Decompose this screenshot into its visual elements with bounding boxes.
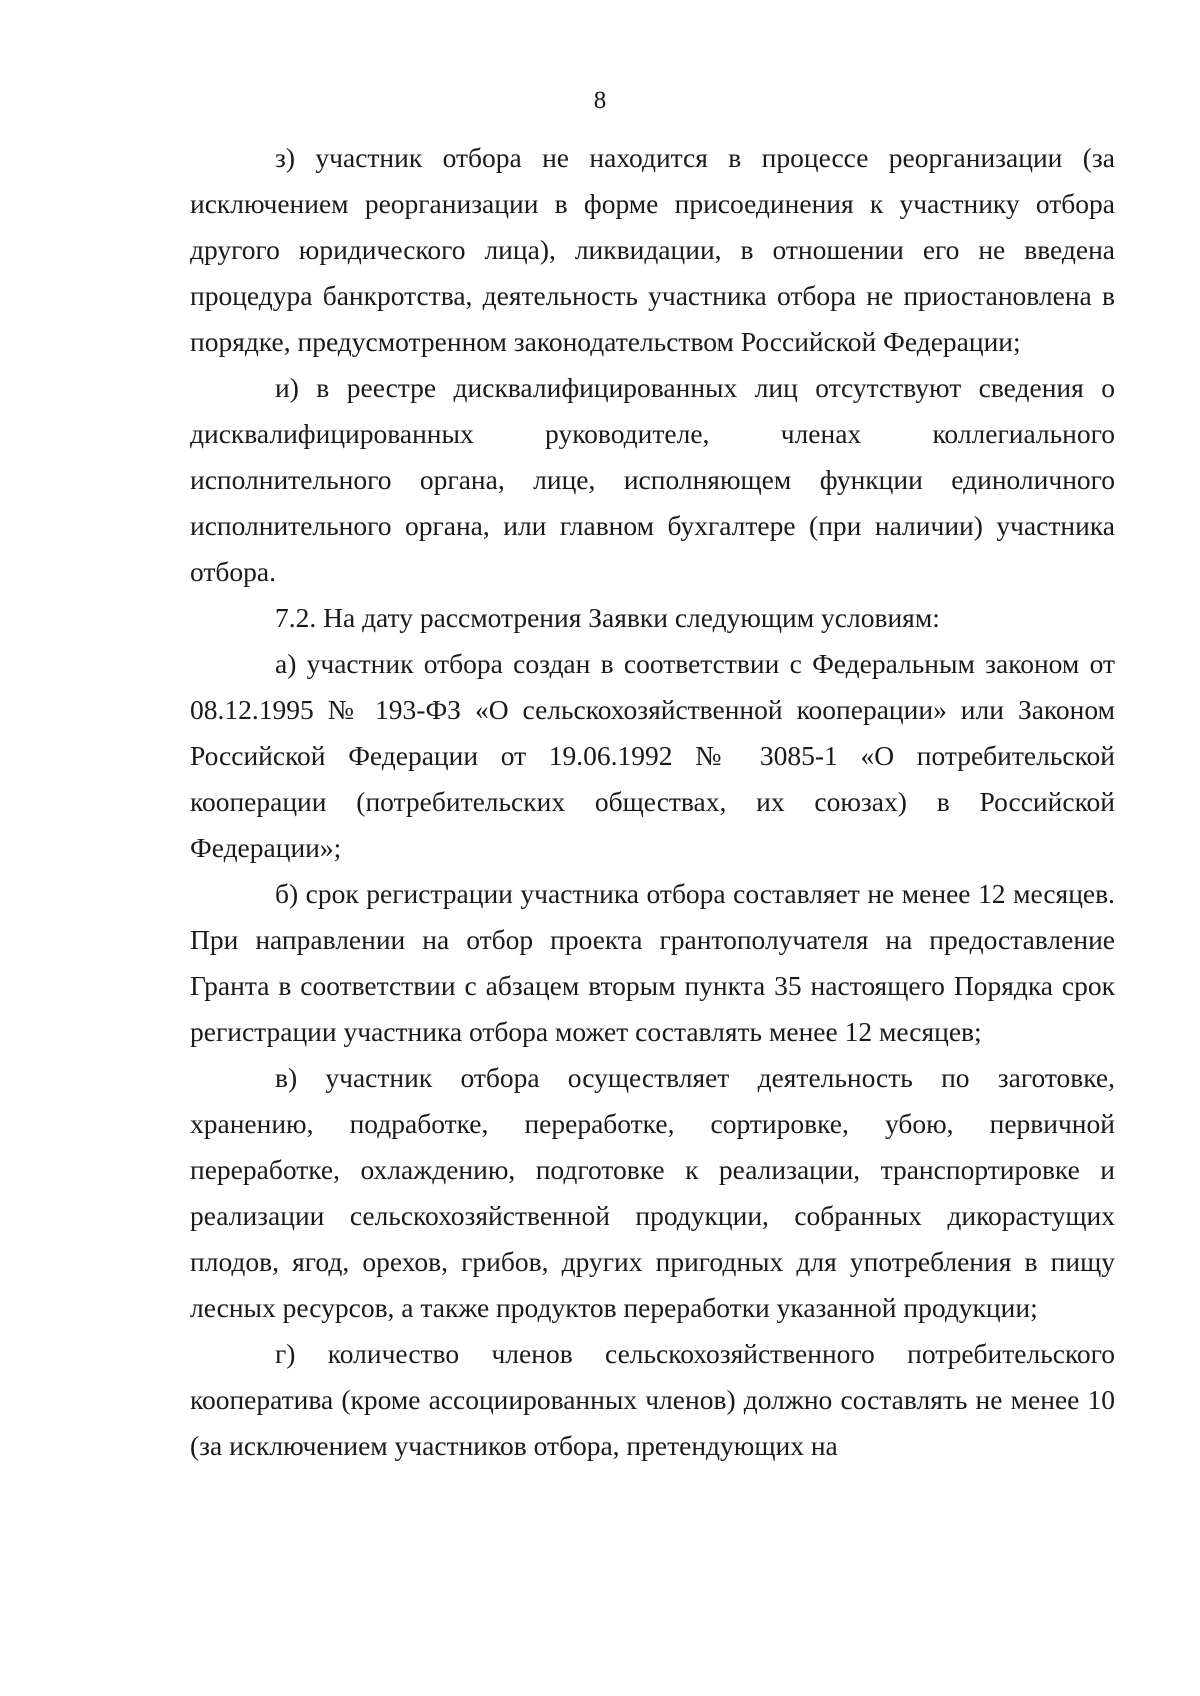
- paragraph-7-2: 7.2. На дату рассмотрения Заявки следующим условиям:: [275, 602, 940, 633]
- paragraph-a: а) участник отбора создан в соответствии с Федеральным законом от 08.12.1995 № 193-ФЗ «О сельскохозяйственной кооперации» или Законом Российской Федерации от 19.06.1992 № 3085-1 «О потребительской кооперации (потребительских обществах, их союзах) в Российской Федерации»;: [190, 648, 1115, 863]
- paragraph-v: в) участник отбора осуществляет деятельность по заготовке, хранению, подработке, переработке, сортировке, убою, первичной переработке, охлаждению, подготовке к реализации, транспортировке и реализации сельскохозяйственной продукции, собранных дикорастущих плодов, ягод, орехов, грибов, других пригодных для употребления в пищу лесных ресурсов, а также продуктов переработки указанной продукции;: [190, 1062, 1115, 1323]
- document-body: [190, 135, 1115, 1469]
- paragraph-g: г) количество членов сельскохозяйственного потребительского кооператива (кроме ассоциированных членов) должно составлять не менее 10 (за исключением участников отбора, претендующих на: [190, 1338, 1115, 1461]
- paragraph-b: б) срок регистрации участника отбора составляет не менее 12 месяцев. При направлении на отбор проекта грантополучателя на предоставление Гранта в соответствии с абзацем вторым пункта 35 настоящего Порядка срок регистрации участника отбора может составлять менее 12 месяцев;: [190, 878, 1115, 1047]
- paragraph-z: з) участник отбора не находится в процессе реорганизации (за исключением реорганизации в форме присоединения к участнику отбора другого юридического лица), ликвидации, в отношении его не введена процедура банкротства, деятельность участника отбора не приостановлена в порядке, предусмотренном законодательством Российской Федерации;: [190, 142, 1115, 357]
- paragraph-i: и) в реестре дисквалифицированных лиц отсутствуют сведения о дисквалифицированных руководителе, членах коллегиального исполнительного органа, лице, исполняющем функции единоличного исполнительного органа, или главном бухгалтере (при наличии) участника отбора.: [190, 372, 1115, 587]
- page-number: 8: [593, 87, 607, 114]
